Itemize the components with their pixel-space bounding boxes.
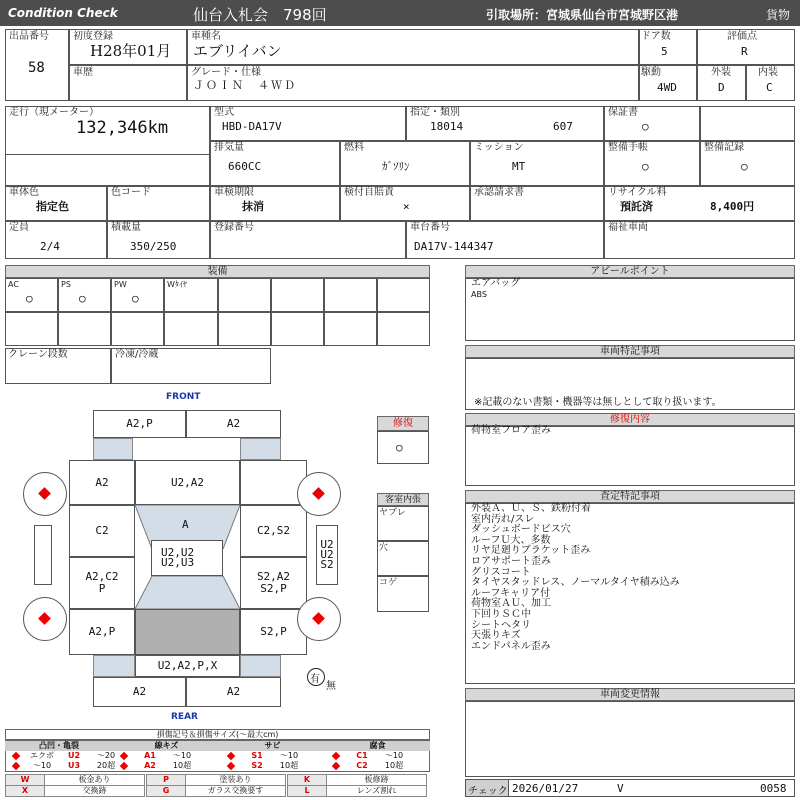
appeal-line-1: エアバッグ (471, 278, 521, 289)
windshield-mark: A (182, 518, 189, 531)
doors-label: ドア数 (641, 31, 671, 42)
equip-blank-11 (324, 312, 377, 346)
rear-label: REAR (171, 712, 198, 722)
legend-cell: 〜10 (32, 761, 52, 770)
wheel-front-left (23, 472, 67, 516)
transmission-value: MT (512, 160, 526, 173)
cabin-burn-label: コゲ (379, 578, 398, 588)
load-value: 350/250 (130, 240, 177, 253)
inspection-note-line: タイヤスタッドレス、ノーマルタイヤ積み込み (471, 577, 680, 589)
inspection-note-line: ルーフＵ大、多数 (471, 534, 551, 546)
mileage-value: 132,346km (76, 118, 169, 138)
equip-ps-label: PS (61, 280, 71, 289)
recycle-fee: 8,400円 (710, 200, 755, 213)
service-record-label: 整備記録 (704, 142, 744, 153)
legend-code-key: G (146, 785, 186, 797)
front-label: FRONT (166, 392, 201, 402)
inspection-note-line: グリスコート (471, 566, 531, 578)
legend-code-key: L (287, 785, 327, 797)
cabin-tear-label: ヤブレ (379, 508, 406, 518)
legend-cell: U3 (67, 761, 81, 770)
legend-group-name: 線キズ (113, 741, 220, 751)
inspection-note-line: 外装Ａ、Ｕ、Ｓ、鉄粉付着 (471, 503, 591, 514)
designation-label: 指定・類別 (410, 107, 460, 118)
legend-code-key: W (5, 774, 45, 786)
rating-value: R (741, 45, 748, 58)
legend-cell: A2 (144, 761, 156, 770)
inspection-label: 車検期限 (214, 187, 254, 198)
appeal-line-2: ABS (471, 290, 487, 299)
change-info-header: 車両変更情報 (465, 688, 795, 701)
legend-code-value: 塗装あり (186, 774, 286, 786)
inspection-note-line: ロアサポート歪み (471, 556, 551, 567)
legend-group-name: サビ (220, 741, 325, 751)
chassis-value: DA17V-144347 (414, 240, 494, 253)
footer-date: 2026/01/27 (512, 782, 579, 795)
capacity-label: 定員 (9, 222, 29, 233)
interior-label: 内装 (758, 67, 778, 78)
mileage-label: 走行（現メーター） (9, 107, 99, 118)
color-label: 車体色 (9, 187, 39, 198)
cargo-floor (135, 609, 240, 655)
wheel-front-right (297, 472, 341, 516)
repair-header: 修復 (377, 416, 429, 431)
exterior-label: 外装 (711, 67, 731, 78)
legend-cell: A1 (144, 751, 156, 760)
mirror-left (34, 525, 52, 585)
self-check-label: 検付自賠責 (344, 187, 394, 198)
recycle-status: 預託済 (620, 200, 653, 213)
equip-blank-12 (377, 312, 430, 346)
approval-label: 承認請求書 (474, 187, 524, 198)
equip-ps-mark: ○ (79, 292, 86, 305)
panel-door-fl: C2 (69, 505, 135, 557)
fuel-label: 燃料 (344, 142, 364, 153)
equip-blank-8 (164, 312, 218, 346)
legend-code-value: 板金あり (45, 774, 145, 786)
displacement-label: 排気量 (214, 142, 244, 153)
roof-mark: U2,U2 U2,U3 (161, 546, 195, 569)
header-bar (0, 0, 800, 26)
crane-label: クレーン段数 (8, 349, 68, 360)
grade-label: グレード・仕様 (191, 67, 261, 78)
displacement-value: 660CC (228, 160, 262, 173)
designation-value: 18014 (430, 120, 464, 133)
fuel-value: ｶﾞｿﾘﾝ (382, 160, 410, 173)
blank-box-1 (700, 106, 795, 141)
inspection-note-line: 下回りＳＣ中 (471, 609, 531, 620)
fridge-label: 冷凍/冷蔵 (115, 349, 159, 360)
mileage-divider (5, 154, 210, 155)
service-record-mark: ○ (741, 160, 748, 173)
taillight-right (240, 655, 281, 677)
legend-code-key: K (287, 774, 327, 786)
special-header: 車両特記事項 (465, 345, 795, 358)
lot-label: 出品番号 (9, 31, 49, 42)
reg-no-label: 登録番号 (214, 222, 254, 233)
legend-cell: S2 (251, 761, 263, 770)
taillight-left (93, 655, 135, 677)
legend-cell: 10超 (172, 761, 192, 770)
model-value: エブリイバン (193, 42, 282, 60)
equip-blank-7 (111, 312, 164, 346)
interior-value: C (766, 81, 773, 94)
wheel-rear-right (297, 597, 341, 641)
legend-code-value: 交換跡 (45, 785, 145, 797)
inspection-notes-header: 査定特記事項 (465, 490, 795, 503)
legend-cell: 〜20 (96, 751, 116, 760)
equip-blank-10 (271, 312, 324, 346)
legend-cell: 〜10 (384, 751, 404, 760)
color-value: 指定色 (36, 200, 69, 213)
first-reg-value: H28年01月 (90, 42, 172, 60)
panel-fender-rr: S2,P (240, 609, 307, 655)
history-label: 車歴 (73, 67, 93, 78)
auction-title: 仙台入札会 798回 (193, 6, 327, 24)
panel-fender-rl: A2,P (69, 609, 135, 655)
color-code-label: 色コード (111, 187, 151, 198)
legend-cell: 10超 (279, 761, 299, 770)
panel-rear-left: A2 (93, 677, 186, 707)
transmission-label: ミッション (474, 142, 524, 153)
headlight-right (240, 438, 281, 460)
inspection-note-line: 天張りキズ (471, 630, 521, 642)
model-label: 車種名 (191, 31, 221, 42)
type-value: HBD-DA17V (222, 120, 282, 133)
inspection-note-line: ルーフキャリア付 (471, 587, 551, 599)
legend-cell: S1 (251, 751, 263, 760)
chassis-label: 車台番号 (410, 222, 450, 233)
first-reg-label: 初度登録 (73, 31, 113, 42)
change-info-box (465, 701, 795, 777)
equip-blank-9 (218, 312, 271, 346)
category-label: 貨物 (766, 8, 791, 22)
side-roof-mark: U2 U2 S2 (316, 525, 338, 585)
panel-fender-fl: A2 (69, 460, 135, 505)
legend-code-key: P (146, 774, 186, 786)
grade-value: ＪＯＩＮ ４ＷＤ (193, 79, 297, 92)
equip-pw-label: PW (114, 280, 127, 289)
panel-hood: U2,A2 (135, 460, 240, 505)
appeal-header: アピールポイント (465, 265, 795, 278)
service-book-mark: ○ (642, 160, 649, 173)
legend-cell: 20超 (96, 761, 116, 770)
drive-value: 4WD (657, 81, 677, 94)
inspection-note-line: エンドパネル歪み (471, 640, 551, 652)
type-label: 型式 (214, 107, 234, 118)
footer-check-label: チェック (468, 786, 508, 797)
inspection-note-line: ダッシュボードビス穴 (471, 524, 571, 536)
spare-none: 無 (326, 681, 336, 692)
drive-label: 駆動 (641, 67, 661, 78)
panel-front-left: A2,P (93, 410, 186, 438)
inspection-note-line: リヤ足廻りブラケット歪み (471, 545, 591, 557)
legend-code-key: X (5, 785, 45, 797)
inspection-note-line: シートヘタリ (471, 619, 531, 631)
panel-door-fr: C2,S2 (240, 505, 307, 557)
panel-door-rl: A2,C2 P (69, 557, 135, 609)
capacity-value: 2/4 (40, 240, 60, 253)
equipment-header: 装備 (5, 265, 430, 278)
rear-window (135, 576, 240, 609)
spare-present: 有 (310, 674, 320, 685)
equip-blank-6 (58, 312, 111, 346)
rating-label: 評価点 (727, 31, 757, 42)
inspection-note-line: 荷物室ＡＵ、加工 (471, 598, 551, 610)
warranty-mark: ○ (642, 120, 649, 133)
legend-cell: 10超 (384, 761, 404, 770)
legend-code-value: 板修跡 (327, 774, 427, 786)
footer-checker: V (617, 782, 624, 795)
equip-blank-3 (324, 278, 377, 312)
footer-number: 0058 (760, 782, 787, 795)
panel-door-rr: S2,A2 S2,P (240, 557, 307, 609)
repair-box (377, 431, 429, 464)
equip-wtire-label: Wﾀｲﾔ (167, 280, 187, 289)
cabin-header: 客室内張 (377, 493, 429, 506)
repair-content-header: 修復内容 (465, 413, 795, 426)
equip-blank-2 (271, 278, 324, 312)
legend-cell: U2 (67, 751, 81, 760)
inspection-value: 抹消 (242, 200, 264, 213)
equip-pw-mark: ○ (132, 292, 139, 305)
cabin-hole-label: 穴 (379, 543, 389, 553)
doors-value: 5 (661, 45, 668, 58)
headlight-left (93, 438, 133, 460)
load-label: 積載量 (111, 222, 141, 233)
recycle-label: リサイクル料 (608, 187, 667, 198)
equip-blank-1 (218, 278, 271, 312)
legend-code-value: ガラス交換要す (186, 785, 286, 797)
repair-line-1: 荷物室フロア歪み (471, 425, 551, 436)
legend-title: 損傷記号＆損傷サイズ(〜最大cm) (5, 729, 430, 740)
legend-code-value: レンズ割れ (327, 785, 427, 797)
inspection-note-line: 室内汚れ/スレ (471, 513, 535, 525)
special-note: ※記載のない書類・機器等は無しとして取り扱います。 (474, 397, 722, 408)
equip-ac-mark: ○ (26, 292, 33, 305)
legend-cell: C1 (356, 751, 368, 760)
category-number: 607 (553, 120, 573, 133)
legend-group-name: 凸凹・亀裂 (5, 741, 113, 751)
lot-number: 58 (28, 60, 45, 76)
repair-mark: ○ (396, 441, 403, 454)
panel-back: U2,A2,P,X (135, 655, 240, 677)
equip-blank-5 (5, 312, 58, 346)
warranty-label: 保証書 (608, 107, 638, 118)
equip-ac-label: AC (8, 280, 19, 289)
wheel-rear-left (23, 597, 67, 641)
service-book-label: 整備手帳 (608, 142, 648, 153)
legend-group-name: 腐食 (325, 741, 430, 751)
welfare-label: 福祉車両 (608, 222, 648, 233)
legend-cell: 〜10 (279, 751, 299, 760)
legend-cell: C2 (356, 761, 368, 770)
legend-cell: 〜10 (172, 751, 192, 760)
equip-blank-4 (377, 278, 430, 312)
panel-front-right: A2 (186, 410, 281, 438)
exterior-value: D (718, 81, 725, 94)
panel-rear-right: A2 (186, 677, 281, 707)
legend-cell: エクボ (30, 751, 54, 760)
pickup-location: 引取場所：宮城県仙台市宮城野区港 (486, 8, 679, 22)
condition-check-title: Condition Check (8, 6, 118, 20)
self-check-value: × (403, 200, 410, 213)
